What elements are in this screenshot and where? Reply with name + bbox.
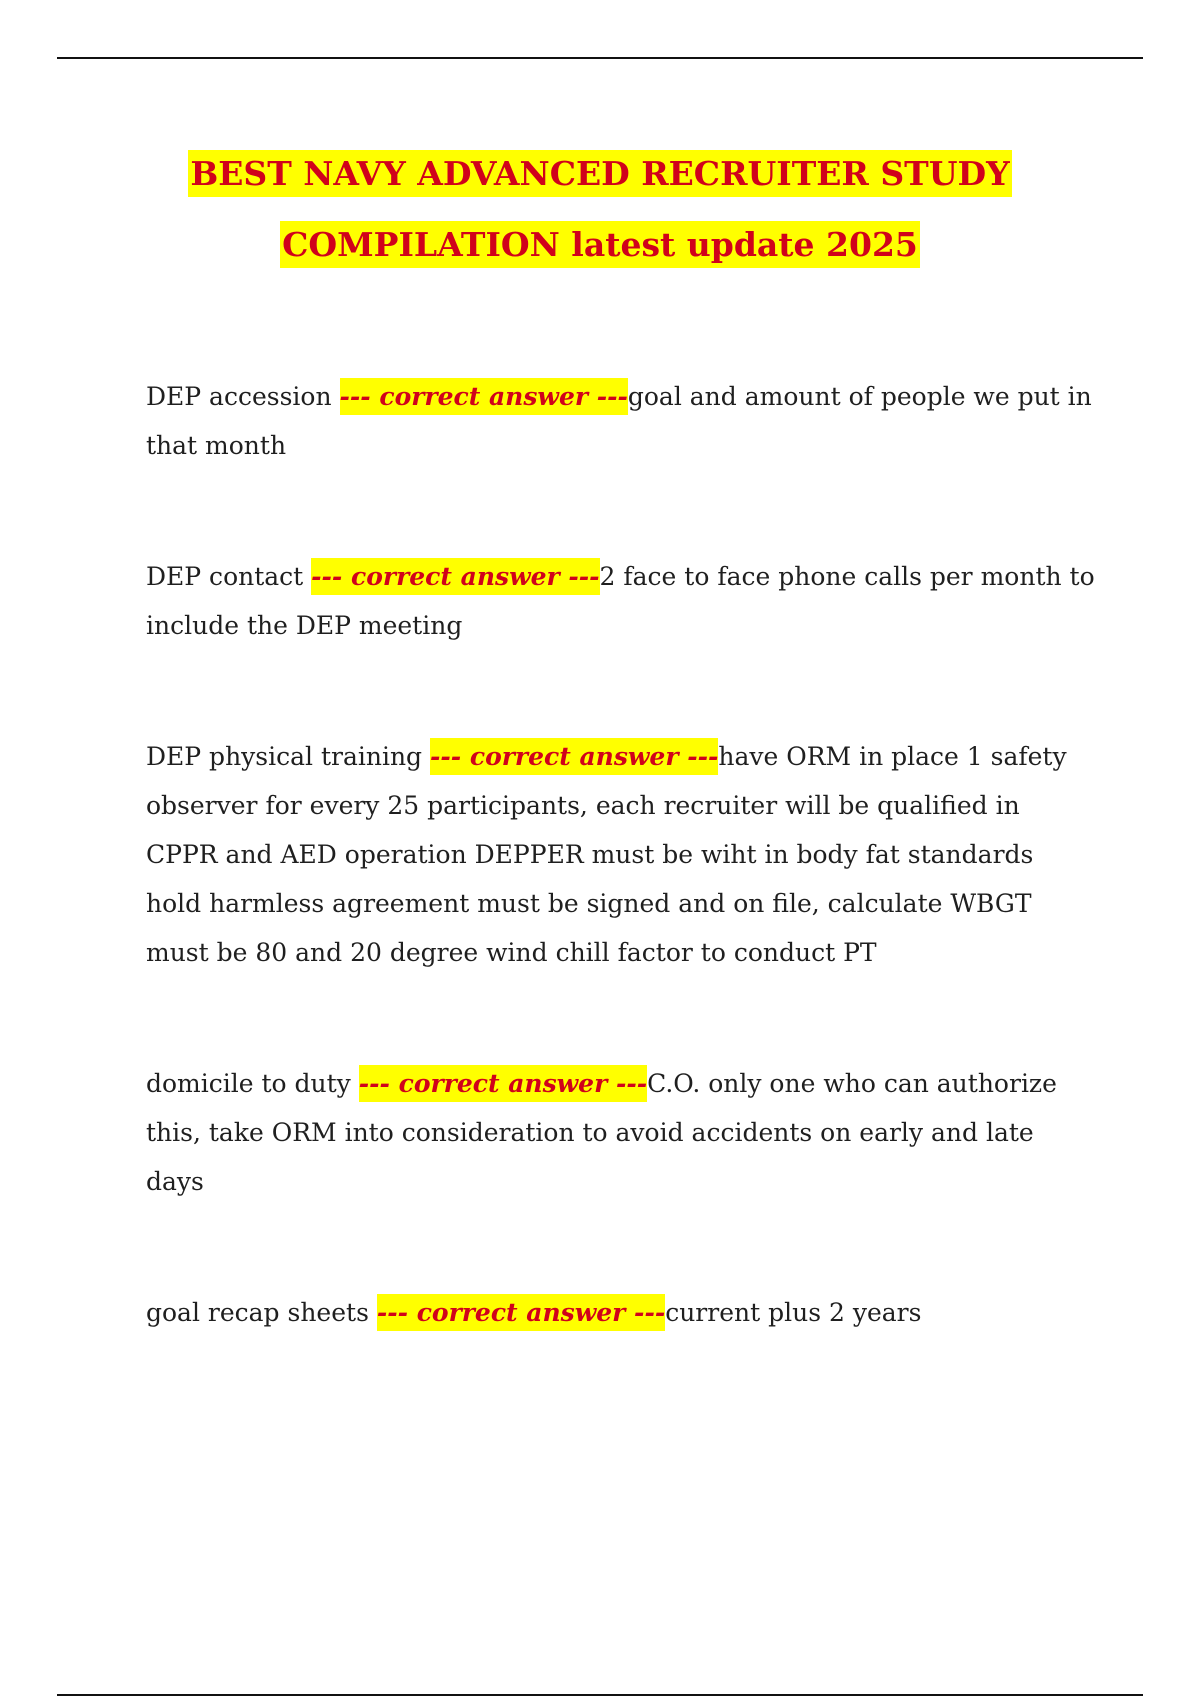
title-line-1: BEST NAVY ADVANCED RECRUITER STUDY bbox=[188, 150, 1011, 197]
answer-marker: --- correct answer --- bbox=[430, 738, 718, 775]
flashcard-entry bbox=[146, 552, 1096, 650]
entry-answer: C.O. only one who can authorize this, take ORM into consideration to avoid accidents on early and late days bbox=[146, 1069, 1057, 1196]
flashcard-entry bbox=[146, 1288, 1096, 1337]
entry-answer: have ORM in place 1 safety observer for every 25 participants, each recruiter will be qualified in CPPR and AED operation DEPPER must be wiht in body fat standards hold harmless agreement must be signed and on file, calculate WBGT must be 80 and 20 degree wind chill factor to conduct PT bbox=[146, 742, 1067, 967]
document-title bbox=[100, 138, 1100, 280]
entry-term: DEP physical training bbox=[146, 742, 431, 771]
footer-rule bbox=[57, 1694, 1143, 1696]
entry-answer: goal and amount of people we put in that month bbox=[146, 382, 1092, 460]
entry-term: goal recap sheets bbox=[146, 1298, 377, 1327]
answer-marker: --- correct answer --- bbox=[340, 378, 628, 415]
flashcard-list bbox=[146, 372, 1096, 1419]
flashcard-entry bbox=[146, 372, 1096, 470]
answer-marker: --- correct answer --- bbox=[377, 1294, 665, 1331]
answer-marker: --- correct answer --- bbox=[311, 558, 599, 595]
entry-answer: 2 face to face phone calls per month to include the DEP meeting bbox=[146, 562, 1095, 640]
header-rule bbox=[57, 57, 1143, 59]
entry-term: DEP contact bbox=[146, 562, 312, 591]
entry-term: DEP accession bbox=[146, 382, 340, 411]
flashcard-entry bbox=[146, 732, 1096, 977]
answer-marker: --- correct answer --- bbox=[359, 1065, 647, 1102]
flashcard-entry bbox=[146, 1059, 1096, 1206]
title-line-2: COMPILATION latest update 2025 bbox=[280, 221, 920, 268]
entry-term: domicile to duty bbox=[146, 1069, 359, 1098]
entry-answer: current plus 2 years bbox=[665, 1298, 922, 1327]
